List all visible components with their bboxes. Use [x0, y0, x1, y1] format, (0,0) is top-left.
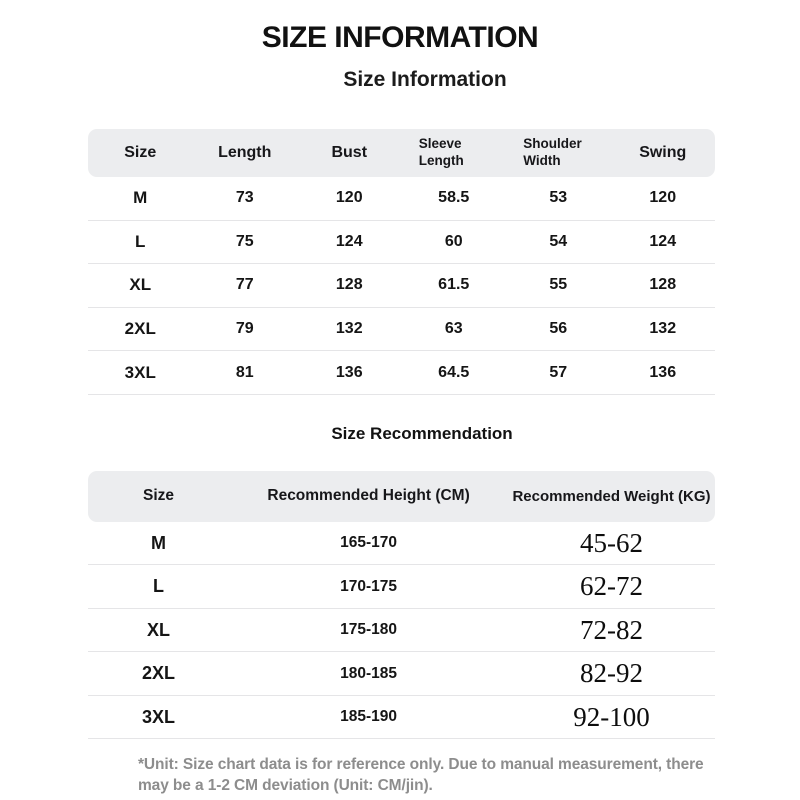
size-measurement-table	[88, 129, 715, 395]
table-cell: 185-190	[340, 708, 397, 726]
size-label-cell: 3XL	[142, 706, 176, 727]
table-cell: 72-82	[580, 614, 644, 645]
size-table-header-row	[88, 129, 715, 177]
table-row	[88, 264, 715, 308]
table-row	[88, 565, 715, 609]
table-cell: 60	[444, 232, 463, 250]
size-label-cell: 2XL	[142, 663, 176, 684]
size-label-cell: 3XL	[124, 362, 156, 382]
table-cell: 124	[649, 232, 677, 250]
column-header: Size	[143, 487, 175, 505]
size-label-cell: XL	[129, 275, 152, 295]
table-cell: 132	[649, 320, 677, 338]
table-cell: 54	[549, 232, 568, 250]
size-recommendation-table	[88, 471, 715, 740]
table-cell: 64.5	[438, 363, 470, 381]
table-cell: 81	[235, 363, 254, 381]
table-cell: 73	[235, 189, 254, 207]
table-cell: 58.5	[438, 189, 470, 207]
table-cell: 175-180	[340, 621, 397, 639]
unit-disclaimer-note	[138, 755, 800, 795]
page-subtitle: Size Information	[343, 68, 507, 91]
table-cell: 79	[235, 320, 254, 338]
column-header	[402, 136, 507, 170]
table-row	[88, 696, 715, 740]
table-cell: 136	[335, 363, 363, 381]
table-cell: 77	[235, 276, 254, 294]
table-cell: 128	[335, 276, 363, 294]
table-row	[88, 609, 715, 653]
size-table-body	[88, 177, 715, 395]
table-cell: 120	[335, 189, 363, 207]
table-cell: 55	[549, 276, 568, 294]
size-label-cell: L	[153, 576, 165, 597]
table-cell: 56	[549, 320, 568, 338]
table-cell: 62-72	[580, 571, 644, 602]
table-cell: 120	[649, 189, 677, 207]
table-row	[88, 351, 715, 395]
column-header-label: Sleeve Length	[418, 136, 464, 168]
table-cell: 136	[649, 363, 677, 381]
table-row	[88, 522, 715, 566]
table-cell: 82-92	[580, 658, 644, 689]
page-title: SIZE INFORMATION	[261, 21, 539, 54]
table-cell: 165-170	[340, 534, 397, 552]
disclaimer-line-2: may be a 1-2 CM deviation (Unit: CM/jin).	[138, 776, 433, 794]
table-cell: 63	[444, 320, 463, 338]
column-header: Bust	[331, 144, 368, 161]
table-cell: 53	[549, 189, 568, 207]
table-cell: 132	[335, 320, 363, 338]
table-cell: 180-185	[340, 664, 397, 682]
size-label-cell: 2XL	[124, 319, 156, 339]
column-header	[506, 136, 611, 170]
size-label-cell: M	[133, 188, 148, 208]
table-cell: 124	[335, 232, 363, 250]
table-cell: 45-62	[580, 527, 644, 558]
table-cell: 75	[235, 232, 254, 250]
table-cell: 57	[549, 363, 568, 381]
disclaimer-line-1: *Unit: Size chart data is for reference only. Due to manual measurement, there	[138, 756, 704, 774]
size-label-cell: XL	[147, 619, 171, 640]
table-row	[88, 308, 715, 352]
recommendation-table-body	[88, 522, 715, 740]
column-header: Length	[218, 144, 272, 161]
table-cell: 61.5	[438, 276, 470, 294]
size-label-cell: M	[151, 532, 167, 553]
size-recommendation-title: Size Recommendation	[331, 423, 513, 443]
recommendation-table-header-row	[88, 471, 715, 522]
table-cell: 128	[649, 276, 677, 294]
table-row	[88, 177, 715, 221]
column-header: Recommended Height (CM)	[267, 487, 470, 505]
table-cell: 92-100	[573, 701, 650, 732]
column-header: Recommended Weight (KG)	[512, 487, 711, 505]
table-row	[88, 221, 715, 265]
table-row	[88, 652, 715, 696]
column-header: Size	[124, 144, 157, 161]
size-label-cell: L	[135, 231, 146, 251]
column-header: Swing	[639, 144, 687, 161]
column-header-label: Shoulder Width	[523, 136, 582, 168]
table-cell: 170-175	[340, 577, 397, 595]
